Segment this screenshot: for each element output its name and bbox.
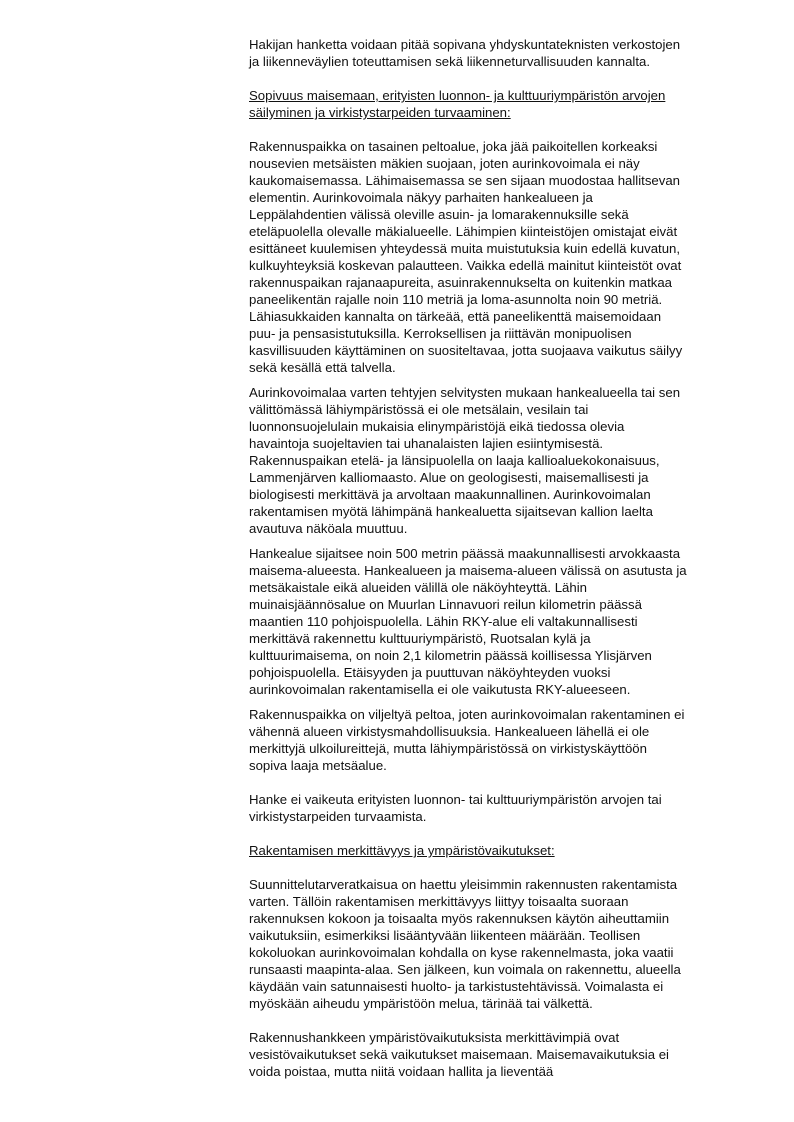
text-line: luonnonsuojelulain mukaisia elinympäristöjä eikä tiedossa olevia	[249, 419, 625, 434]
text-line: välittömässä lähiympäristössä ei ole metsälain, vesilain tai	[249, 402, 589, 417]
text-line: Hanke ei vaikeuta erityisten luonnon- tai kulttuuriympäristön arvojen tai	[249, 792, 662, 807]
text-line: eteläpuolella olevalle mäkialueelle. Lähimpien kiinteistöjen omistajat eivät	[249, 224, 678, 239]
text-line: avautuva näköala muuttuu.	[249, 521, 408, 536]
text-line: maisema-alueesta. Hankealueen ja maisema-alueen välissä on asutusta ja	[249, 563, 687, 578]
text-line: runsaasti maapinta-alaa. Sen jälkeen, kun voimala on rakennettu, alueella	[249, 962, 681, 977]
text-line: sopiva laaja metsäalue.	[249, 758, 387, 773]
paragraph-heritage	[249, 545, 737, 698]
text-line: biologisesti merkittävä ja arvoltaan maakunnallinen. Aurinkovoimalan	[249, 487, 651, 502]
text-line: vähennä alueen virkistysmahdollisuuksia. Hankealueen lähellä ei ole	[249, 724, 650, 739]
paragraph-site	[249, 138, 737, 376]
text-line: varten. Tällöin rakentamisen merkittävyys liittyy toisaalta suoraan	[249, 894, 629, 909]
text-line: havaintoja suojeltavien tai uhanalaisten lajien esiintymisestä.	[249, 436, 604, 451]
paragraph-conclusion	[249, 791, 737, 825]
text-line: esittäneet kuulemisen yhteydessä muita muistutuksia kuin edellä kuvatun,	[249, 241, 681, 256]
text-line: metsäkaistale eikä alueiden välillä ole näköyhteyttä. Lähin	[249, 580, 587, 595]
text-line: virkistystarpeiden turvaamista.	[249, 809, 427, 824]
text-line: rakennuksen kokoon ja toisaalta myös rakennuksen käytön aiheuttamiin	[249, 911, 670, 926]
text-line: Lammenjärven kalliomaasto. Alue on geologisesti, maisemallisesti ja	[249, 470, 649, 485]
text-line: Rakennuspaikka on tasainen peltoalue, joka jää paikoitellen korkeaksi	[249, 139, 658, 154]
text-line: Rakennushankkeen ympäristövaikutuksista merkittävimpiä ovat	[249, 1030, 620, 1045]
text-line: muinaisjäännösalue on Muurlan Linnavuori reilun kilometrin päässä	[249, 597, 642, 612]
text-line: pohjoispuolella. Etäisyyden ja puuttuvan näköyhteyden vuoksi	[249, 665, 611, 680]
text-line: merkittävä rakennettu kulttuuriympäristö, Ruotsalan kylä ja	[249, 631, 591, 646]
text-line: elementin. Aurinkovoimala näkyy parhaiten hankealueen ja	[249, 190, 593, 205]
text-line: Aurinkovoimalaa varten tehtyjen selvitysten mukaan hankealueella tai sen	[249, 385, 681, 400]
text-line: maantien 110 pohjoispuolella. Lähin RKY-alue eli valtakunnallisesti	[249, 614, 638, 629]
section-heading-significance	[249, 842, 737, 859]
paragraph-nature	[249, 384, 737, 537]
text-line: nousevien metsäisten mäkien suojaan, joten aurinkovoimala ei näy	[249, 156, 640, 171]
text-line: Hankealue sijaitsee noin 500 metrin päässä maakunnallisesti arvokkaasta	[249, 546, 681, 561]
paragraph-recreation	[249, 706, 737, 774]
paragraph-intro	[249, 36, 737, 70]
heading-line: säilyminen ja virkistystarpeiden turvaaminen:	[249, 105, 511, 120]
text-line: paneelikentän rajalle noin 110 metriä ja loma-asunnolta noin 90 metriä.	[249, 292, 663, 307]
heading-line: Rakentamisen merkittävyys ja ympäristövaikutukset:	[249, 843, 555, 858]
text-line: Rakennuspaikan etelä- ja länsipuolella on laaja kallioaluekokonaisuus,	[249, 453, 660, 468]
heading-line: Sopivuus maisemaan, erityisten luonnon- ja kulttuuriympäristön arvojen	[249, 88, 666, 103]
text-line: Leppälahdentien välissä oleville asuin- ja lomarakennuksille sekä	[249, 207, 629, 222]
text-line: Rakennuspaikka on viljeltyä peltoa, joten aurinkovoimalan rakentaminen ei	[249, 707, 685, 722]
text-line: kulttuurimaisema, on noin 2,1 kilometrin päässä koillisessa Ylisjärven	[249, 648, 652, 663]
paragraph-significance	[249, 876, 737, 1012]
text-line: rakentamisen myötä lähimpänä hankealuetta sijaitsevan kallion laelta	[249, 504, 653, 519]
text-line: kasvillisuuden käyttäminen on suositeltavaa, jotta suojaava vaikutus säilyy	[249, 343, 683, 358]
text-line: kulkuyhteyksiä koskevan palautteen. Vaikka edellä mainitut kiinteistöt ovat	[249, 258, 682, 273]
text-column	[249, 36, 737, 1080]
text-line: Hakijan hanketta voidaan pitää sopivana yhdyskuntateknisten verkostojen	[249, 37, 681, 52]
text-line: Suunnittelutarveratkaisua on haettu yleisimmin rakennusten rakentamista	[249, 877, 678, 892]
text-line: kokoluokan aurinkovoimalan kohdalla on kyse rakennelmasta, joka vaatii	[249, 945, 674, 960]
text-line: myöskään aiheudu ympäristöön melua, tärinää tai välkettä.	[249, 996, 593, 1011]
text-line: merkittyjä ulkoilureittejä, mutta lähiympäristössä on virkistyskäyttöön	[249, 741, 647, 756]
paragraph-environmental-impacts	[249, 1029, 737, 1080]
text-line: ja liikenneväylien toteuttamisen sekä liikenneturvallisuuden kannalta.	[249, 54, 650, 69]
text-line: voida poistaa, mutta niitä voidaan hallita ja lieventää	[249, 1064, 554, 1079]
text-line: kaukomaisemassa. Lähimaisemassa se sen sijaan muodostaa hallitsevan	[249, 173, 681, 188]
text-line: käydään vain satunnaisesti huolto- ja tarkistustehtävissä. Voimalasta ei	[249, 979, 664, 994]
text-line: Lähiasukkaiden kannalta on tärkeää, että paneelikenttä maisemoidaan	[249, 309, 662, 324]
text-line: vesistövaikutukset sekä vaikutukset maisemaan. Maisemavaikutuksia ei	[249, 1047, 669, 1062]
text-line: aurinkovoimalan rakentamisella ei ole vaikutusta RKY-alueeseen.	[249, 682, 631, 697]
text-line: rakennuspaikan rajanaapureita, asuinrakennukselta on kuitenkin matkaa	[249, 275, 673, 290]
text-line: sekä kesällä että talvella.	[249, 360, 396, 375]
text-line: puu- ja pensasistutuksilla. Kerroksellisen ja riittävän monipuolisen	[249, 326, 632, 341]
section-heading-landscape	[249, 87, 737, 121]
text-line: vaikutuksiin, esimerkiksi lisääntyvään liikenteen määrään. Teollisen	[249, 928, 641, 943]
